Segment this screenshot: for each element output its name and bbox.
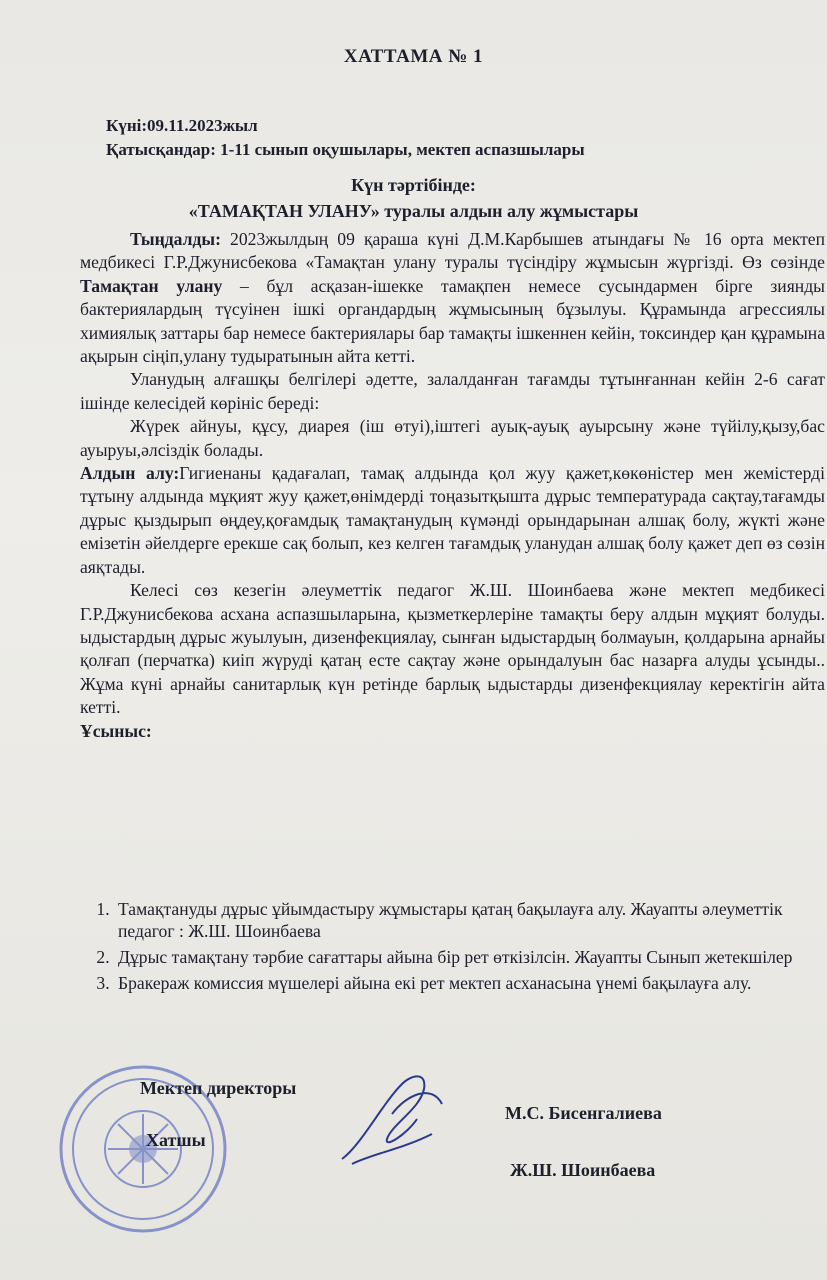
recommendation-list	[80, 898, 827, 998]
list-item: 2. Дұрыс тамақтану тәрбие сағаттары айына бір рет өткізілсін. Жауапты Сынып жетекшілер	[114, 946, 827, 968]
paragraph-symptoms-intro: Уланудың алғашқы белгілері әдетте, залалданған тағамды тұтынғаннан кейін 2-6 сағат ішінде келесідей көрініс береді:	[80, 369, 825, 413]
heard-text-a: 2023жылдың 09 қараша күні Д.М.Карбышев атындағы № 16 орта мектеп медбикесі Г.Р.Джунисбекова «Тамақтан улану туралы түсіндіру жұмысын жүргізді. Өз сөзінде	[80, 229, 825, 273]
paragraph-symptoms: Жүрек айнуы, құсу, диарея (іш өтуі),іштегі ауық-ауық ауырсыну және түйілу,қызу,бас ауыруы,әлсіздік болады.	[80, 416, 825, 460]
agenda-label: Күн тәртібінде:	[351, 175, 476, 195]
recommendation-label: Ұсыныс:	[80, 720, 152, 741]
heard-text-b: – бұл асқазан-ішекке тамақпен немесе сусындармен бірге зиянды бактериялардың түсуінен ішкі органдардың жұмысының бұзылуы. Құрамында агрессиялы химиялық заттары бар немесе бактериялары бар тамақты ішкеннен кейін, токсиндер қан құрамына ақырын сіңіп,улану тудыратынын айта кетті.	[80, 275, 825, 367]
paragraph-heard	[80, 228, 825, 368]
prevention-text: Гигиенаны қадағалап, тамақ алдында қол жуу қажет,көкөністер мен жемістерді тұтыну алдында мұқият жуу қажет,өнімдерді тоңазытқышта дұрыс температурада сақтау,тағамды дұрыс қыздырып өңдеу,қоғамдық тамақтанудың күмәнді орындарынан алшақ болу, жүкті және емізетін әйелдерге ерекше сақ болып, кез келген тағамдық уланудан алшақ болу қажет деп өз сөзін аяқтады.	[80, 463, 825, 577]
meeting-date: Күні:09.11.2023жыл	[106, 116, 258, 135]
agenda-topic: «ТАМАҚТАН УЛАНУ» туралы алдын алу жұмыстары	[188, 201, 639, 221]
paragraph-next-speaker: Келесі сөз кезегін әлеуметтік педагог Ж.Ш. Шоинбаева және мектеп медбикесі Г.Р.Джунисбекова асхана аспазшыларына, қызметкерлеріне тамақты беру алдын мұқият болуды. ыдыстардың дұрыс жуылуын, дизенфекциялау, сынған ыдыстардың болмауын, қолдарына арнайы қолғап (перчатка) киіп жүруді қатаң есте сақтау және орындалуын бас назарға алуды ұсынды.. Жұма күні арнайы санитарлық күн ретінде барлық ыдыстарды дизенфекциялау керектігін айта кетті.	[80, 580, 825, 718]
prevention-label: Алдын алу:	[80, 463, 180, 484]
secretary-label: Хатшы	[146, 1130, 206, 1150]
minutes-body	[80, 228, 825, 743]
director-label: Мектеп директоры	[140, 1078, 297, 1098]
handwritten-signature	[332, 1064, 452, 1174]
director-name: М.С. Бисенгалиева	[505, 1103, 662, 1123]
paragraph-prevention	[80, 462, 825, 579]
secretary-name: Ж.Ш. Шоинбаева	[510, 1160, 656, 1180]
meta-block	[106, 114, 585, 162]
document-title: ХАТТАМА № 1	[343, 46, 484, 67]
list-item: 1. Тамақтануды дұрыс ұйымдастыру жұмыстары қатаң бақылауға алу. Жауапты әлеуметтік педагог : Ж.Ш. Шоинбаева	[114, 898, 827, 942]
agenda-block	[0, 172, 827, 224]
meeting-participants: Қатысқандар: 1-11 сынып оқушылары, мектеп аспазшылары	[106, 140, 585, 159]
list-item: 3. Бракераж комиссия мүшелері айына екі рет мектеп асханасына үнемі бақылауға алу.	[114, 972, 827, 994]
heard-text-bold: Тамақтан улану	[80, 275, 223, 296]
heard-label: Тыңдалды:	[130, 229, 221, 249]
